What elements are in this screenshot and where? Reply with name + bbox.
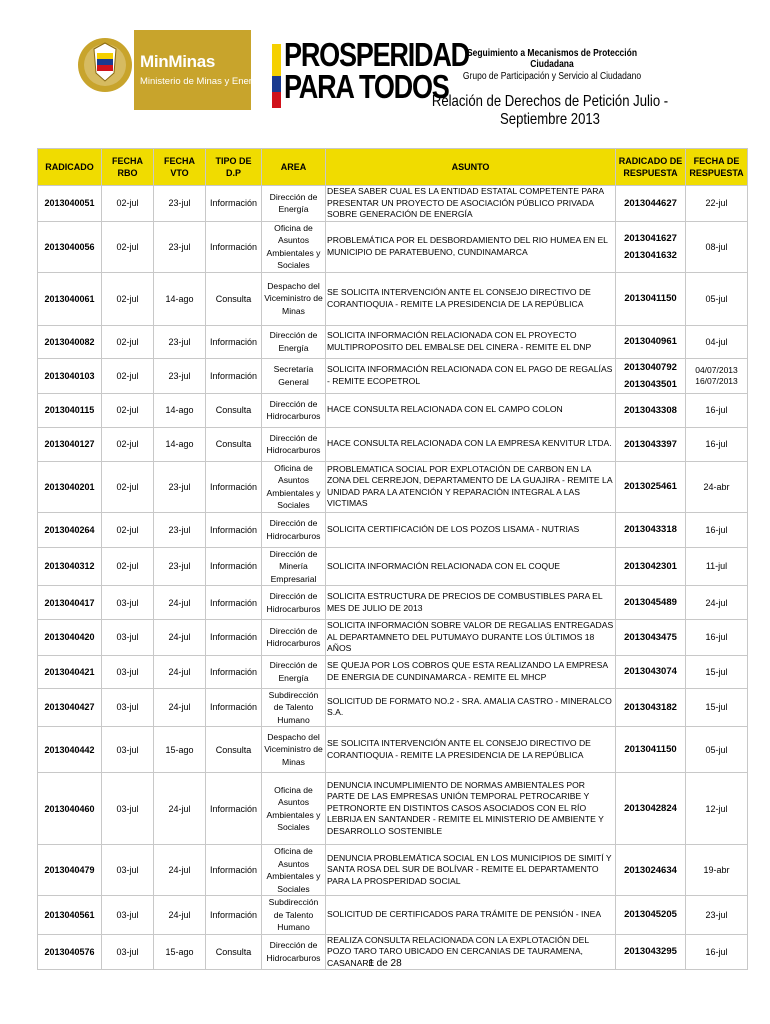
column-header: TIPO DE D.P <box>206 149 262 186</box>
cell-tipo: Información <box>206 512 262 547</box>
cell-tipo: Consulta <box>206 393 262 427</box>
cell-tipo: Información <box>206 655 262 688</box>
cell-area: Despacho del Viceministro de Minas <box>262 272 326 325</box>
cell-asunto: SOLICITA CERTIFICACIÓN DE LOS POZOS LISAMA - NUTRIAS <box>326 512 616 547</box>
table-row <box>38 512 748 547</box>
cell-asunto: SOLICITA INFORMACIÓN RELACIONADA CON EL PROYECTO MULTIPROPOSITO DEL EMBALSE DEL CINERA - REMITE EL DNP <box>326 325 616 358</box>
cell-fecha-respuesta: 22-jul <box>686 186 748 222</box>
cell-fecha-rbo: 03-jul <box>102 727 154 773</box>
cell-radicado-respuesta: 2013045489 <box>616 586 686 620</box>
cell-radicado-respuesta: 2013045205 <box>616 896 686 935</box>
cell-radicado-respuesta: 2013040792 2013043501 <box>616 358 686 393</box>
column-header: ASUNTO <box>326 149 616 186</box>
table-row <box>38 221 748 272</box>
cell-tipo: Información <box>206 586 262 620</box>
cell-fecha-vto: 24-jul <box>154 586 206 620</box>
cell-fecha-rbo: 03-jul <box>102 773 154 845</box>
cell-radicado: 2013040201 <box>38 461 102 512</box>
cell-fecha-rbo: 02-jul <box>102 221 154 272</box>
cell-radicado: 2013040115 <box>38 393 102 427</box>
cell-area: Oficina de Asuntos Ambientales y Sociales <box>262 845 326 896</box>
cell-fecha-rbo: 02-jul <box>102 547 154 586</box>
cell-fecha-respuesta: 15-jul <box>686 688 748 727</box>
cell-tipo: Información <box>206 688 262 727</box>
table-row <box>38 272 748 325</box>
cell-tipo: Consulta <box>206 427 262 461</box>
table-row <box>38 845 748 896</box>
slogan-line1: PROSPERIDAD <box>284 36 469 73</box>
cell-radicado: 2013040312 <box>38 547 102 586</box>
cell-area: Despacho del Viceministro de Minas <box>262 727 326 773</box>
cell-radicado: 2013040420 <box>38 620 102 656</box>
cell-fecha-rbo: 03-jul <box>102 688 154 727</box>
cell-fecha-vto: 23-jul <box>154 325 206 358</box>
cell-area: Dirección de Hidrocarburos <box>262 934 326 970</box>
cell-area: Oficina de Asuntos Ambientales y Sociales <box>262 461 326 512</box>
cell-fecha-vto: 23-jul <box>154 358 206 393</box>
cell-radicado-respuesta: 2013043475 <box>616 620 686 656</box>
cell-fecha-vto: 23-jul <box>154 547 206 586</box>
cell-fecha-respuesta: 15-jul <box>686 655 748 688</box>
cell-radicado-respuesta: 2013042824 <box>616 773 686 845</box>
cell-radicado: 2013040264 <box>38 512 102 547</box>
cell-radicado-respuesta: 2013043295 <box>616 934 686 970</box>
column-header: FECHA VTO <box>154 149 206 186</box>
table-row <box>38 461 748 512</box>
cell-fecha-respuesta: 16-jul <box>686 393 748 427</box>
cell-asunto: SE SOLICITA INTERVENCIÓN ANTE EL CONSEJO DIRECTIVO DE CORANTIOQUIA - REMITE LA PRESIDENCIA DE LA REPÚBLICA <box>326 727 616 773</box>
cell-radicado: 2013040561 <box>38 896 102 935</box>
table-body <box>38 186 748 970</box>
table-row <box>38 427 748 461</box>
cell-fecha-respuesta: 16-jul <box>686 620 748 656</box>
table-row <box>38 688 748 727</box>
cell-asunto: SOLICITUD DE FORMATO NO.2 - SRA. AMALIA CASTRO - MINERALCO S.A. <box>326 688 616 727</box>
cell-radicado: 2013040442 <box>38 727 102 773</box>
cell-tipo: Información <box>206 845 262 896</box>
cell-fecha-rbo: 03-jul <box>102 845 154 896</box>
cell-fecha-vto: 14-ago <box>154 393 206 427</box>
cell-fecha-respuesta: 16-jul <box>686 512 748 547</box>
cell-area: Subdirección de Talento Humano <box>262 688 326 727</box>
cell-fecha-respuesta: 16-jul <box>686 934 748 970</box>
cell-area: Dirección de Energía <box>262 655 326 688</box>
cell-radicado-respuesta: 2013041150 <box>616 727 686 773</box>
column-header: AREA <box>262 149 326 186</box>
cell-asunto: REALIZA CONSULTA RELACIONADA CON LA EXPLOTACIÓN DEL POZO TARO TARO UBICADO EN CERCANIAS DE TAURAMENA, CASANARE <box>326 934 616 970</box>
cell-radicado: 2013040460 <box>38 773 102 845</box>
cell-fecha-rbo: 03-jul <box>102 620 154 656</box>
table-row <box>38 186 748 222</box>
minminas-logo <box>134 30 266 110</box>
cell-fecha-vto: 14-ago <box>154 427 206 461</box>
cell-radicado: 2013040576 <box>38 934 102 970</box>
cell-tipo: Información <box>206 620 262 656</box>
cell-asunto: DENUNCIA INCUMPLIMIENTO DE NORMAS AMBIENTALES POR PARTE DE LAS EMPRESAS UNIÓN TEMPORAL PETROCARIBE Y PETRONORTE EN DISTINTOS CASOS ASOCIADOS CON EL RÍO LEBRIJA EN SANTANDER - REMITE EL MINISTERIO DE AMBIENTE Y DESARROLLO SOSTENIBLE <box>326 773 616 845</box>
cell-asunto: PROBLEMATICA SOCIAL POR EXPLOTACIÓN DE CARBON EN LA ZONA DEL CERREJON, DEPARTAMENTO DE LA GUAJIRA - REMITE LA UNIDAD PARA LA ATENCIÓN Y REPARACIÓN INTEGRAL A LAS VICTIMAS <box>326 461 616 512</box>
cell-fecha-respuesta: 04/07/2013 16/07/2013 <box>686 358 748 393</box>
table-row <box>38 655 748 688</box>
logo-subtitle: Ministerio de Minas y Energía <box>140 76 266 87</box>
cell-fecha-rbo: 02-jul <box>102 427 154 461</box>
table-row <box>38 325 748 358</box>
cell-radicado: 2013040421 <box>38 655 102 688</box>
cell-area: Oficina de Asuntos Ambientales y Sociales <box>262 221 326 272</box>
cell-radicado-respuesta: 2013044627 <box>616 186 686 222</box>
cell-radicado: 2013040417 <box>38 586 102 620</box>
cell-fecha-vto: 24-jul <box>154 655 206 688</box>
cell-fecha-respuesta: 23-jul <box>686 896 748 935</box>
cell-area: Dirección de Hidrocarburos <box>262 586 326 620</box>
cell-fecha-vto: 23-jul <box>154 186 206 222</box>
cell-radicado-respuesta: 2013041627 2013041632 <box>616 221 686 272</box>
column-header: RADICADO DE RESPUESTA <box>616 149 686 186</box>
cell-radicado-respuesta: 2013043318 <box>616 512 686 547</box>
cell-fecha-vto: 23-jul <box>154 512 206 547</box>
cell-area: Dirección de Hidrocarburos <box>262 620 326 656</box>
column-header: FECHA RBO <box>102 149 154 186</box>
cell-fecha-rbo: 02-jul <box>102 461 154 512</box>
cell-tipo: Información <box>206 461 262 512</box>
cell-tipo: Información <box>206 186 262 222</box>
column-header: FECHA DE RESPUESTA <box>686 149 748 186</box>
cell-radicado-respuesta: 2013043308 <box>616 393 686 427</box>
cell-area: Dirección de Hidrocarburos <box>262 393 326 427</box>
cell-area: Dirección de Energía <box>262 325 326 358</box>
cell-fecha-respuesta: 24-abr <box>686 461 748 512</box>
table-row <box>38 393 748 427</box>
cell-fecha-rbo: 02-jul <box>102 186 154 222</box>
cell-area: Dirección de Hidrocarburos <box>262 512 326 547</box>
cell-radicado-respuesta: 2013040961 <box>616 325 686 358</box>
cell-fecha-respuesta: 19-abr <box>686 845 748 896</box>
cell-fecha-respuesta: 08-jul <box>686 221 748 272</box>
cell-tipo: Información <box>206 773 262 845</box>
cell-fecha-respuesta: 04-jul <box>686 325 748 358</box>
table-row <box>38 896 748 935</box>
cell-radicado: 2013040479 <box>38 845 102 896</box>
cell-asunto: HACE CONSULTA RELACIONADA CON LA EMPRESA KENVITUR LTDA. <box>326 427 616 461</box>
cell-tipo: Información <box>206 221 262 272</box>
cell-asunto: HACE CONSULTA RELACIONADA CON EL CAMPO COLON <box>326 393 616 427</box>
cell-tipo: Consulta <box>206 727 262 773</box>
cell-radicado: 2013040056 <box>38 221 102 272</box>
cell-fecha-rbo: 03-jul <box>102 586 154 620</box>
cell-area: Secretaría General <box>262 358 326 393</box>
cell-radicado: 2013040103 <box>38 358 102 393</box>
cell-asunto: PROBLEMÁTICA POR EL DESBORDAMIENTO DEL RIO HUMEA EN EL MUNICIPIO DE PARATEBUENO, CUNDINAMARCA <box>326 221 616 272</box>
cell-asunto: SOLICITA INFORMACIÓN RELACIONADA CON EL PAGO DE REGALÍAS - REMITE ECOPETROL <box>326 358 616 393</box>
cell-asunto: SE SOLICITA INTERVENCIÓN ANTE EL CONSEJO DIRECTIVO DE CORANTIOQUIA - REMITE LA PRESIDENCIA DE LA REPÚBLICA <box>326 272 616 325</box>
cell-fecha-vto: 24-jul <box>154 620 206 656</box>
cell-tipo: Información <box>206 547 262 586</box>
cell-radicado-respuesta: 2013041150 <box>616 272 686 325</box>
cell-fecha-vto: 24-jul <box>154 688 206 727</box>
cell-fecha-rbo: 02-jul <box>102 512 154 547</box>
cell-radicado-respuesta: 2013025461 <box>616 461 686 512</box>
cell-fecha-vto: 15-ago <box>154 727 206 773</box>
table-row <box>38 358 748 393</box>
cell-asunto: SE QUEJA POR LOS COBROS QUE ESTA REALIZANDO LA EMPRESA DE ENERGIA DE CUNDINAMARCA - REMITE EL MHCP <box>326 655 616 688</box>
table-row <box>38 547 748 586</box>
cell-asunto: SOLICITA INFORMACIÓN RELACIONADA CON EL COQUE <box>326 547 616 586</box>
logo-name: MinMinas <box>140 52 216 71</box>
column-header: RADICADO <box>38 149 102 186</box>
cell-fecha-vto: 24-jul <box>154 896 206 935</box>
cell-fecha-respuesta: 16-jul <box>686 427 748 461</box>
slogan-line2: PARA TODOS <box>284 68 449 105</box>
cell-fecha-vto: 15-ago <box>154 934 206 970</box>
cell-tipo: Información <box>206 896 262 935</box>
cell-fecha-vto: 23-jul <box>154 221 206 272</box>
cell-radicado: 2013040061 <box>38 272 102 325</box>
cell-tipo: Información <box>206 325 262 358</box>
cell-fecha-vto: 14-ago <box>154 272 206 325</box>
cell-tipo: Información <box>206 358 262 393</box>
cell-fecha-rbo: 02-jul <box>102 272 154 325</box>
cell-fecha-respuesta: 05-jul <box>686 272 748 325</box>
cell-fecha-rbo: 03-jul <box>102 934 154 970</box>
cell-fecha-rbo: 03-jul <box>102 896 154 935</box>
cell-fecha-respuesta: 11-jul <box>686 547 748 586</box>
cell-fecha-respuesta: 05-jul <box>686 727 748 773</box>
heading-seguimiento: Seguimiento a Mecanismos de Protección Ciudadana <box>466 48 638 70</box>
table-row <box>38 727 748 773</box>
cell-fecha-rbo: 02-jul <box>102 393 154 427</box>
coat-of-arms-icon <box>76 27 134 103</box>
cell-fecha-vto: 24-jul <box>154 845 206 896</box>
cell-area: Oficina de Asuntos Ambientales y Sociales <box>262 773 326 845</box>
cell-fecha-respuesta: 24-jul <box>686 586 748 620</box>
cell-tipo: Consulta <box>206 934 262 970</box>
cell-radicado-respuesta: 2013043397 <box>616 427 686 461</box>
cell-radicado: 2013040127 <box>38 427 102 461</box>
cell-asunto: DENUNCIA PROBLEMÁTICA SOCIAL EN LOS MUNICIPIOS DE SIMITÍ Y SANTA ROSA DEL SUR DE BOLÍVAR - REMITE EL DEPARTAMENTO PARA LA PROSPERIDAD SOCIAL <box>326 845 616 896</box>
cell-area: Dirección de Minería Empresarial <box>262 547 326 586</box>
cell-radicado: 2013040051 <box>38 186 102 222</box>
cell-asunto: SOLICITA INFORMACIÓN SOBRE VALOR DE REGALIAS ENTREGADAS AL DEPARTAMNETO DEL PUTUMAYO DURANTE LOS ÚLTIMOS 18 AÑOS <box>326 620 616 656</box>
cell-radicado-respuesta: 2013043182 <box>616 688 686 727</box>
cell-fecha-rbo: 02-jul <box>102 325 154 358</box>
table-row <box>38 586 748 620</box>
cell-radicado-respuesta: 2013024634 <box>616 845 686 896</box>
report-title: Relación de Derechos de Petición Julio - Septiembre 2013 <box>431 93 669 128</box>
table-header-row <box>38 149 748 186</box>
cell-area: Dirección de Hidrocarburos <box>262 427 326 461</box>
page-number: 1 de 28 <box>368 958 402 969</box>
cell-radicado-respuesta: 2013042301 <box>616 547 686 586</box>
cell-asunto: SOLICITUD DE CERTIFICADOS PARA TRÁMITE DE PENSIÓN - INEA <box>326 896 616 935</box>
cell-fecha-vto: 24-jul <box>154 773 206 845</box>
table-row <box>38 620 748 656</box>
cell-area: Dirección de Energía <box>262 186 326 222</box>
cell-asunto: DESEA SABER CUAL ES LA ENTIDAD ESTATAL COMPETENTE PARA PRESENTAR UN PROYECTO DE ASOCIACIÓN PÚBLICO PRIVADA SOBRE GENERACIÓN DE ENERGÍA <box>326 186 616 222</box>
cell-area: Subdirección de Talento Humano <box>262 896 326 935</box>
heading-grupo: Grupo de Participación y Servicio al Ciudadano <box>462 71 642 82</box>
derechos-peticion-table <box>37 148 748 970</box>
cell-radicado: 2013040427 <box>38 688 102 727</box>
cell-radicado: 2013040082 <box>38 325 102 358</box>
cell-tipo: Consulta <box>206 272 262 325</box>
cell-radicado-respuesta: 2013043074 <box>616 655 686 688</box>
cell-fecha-vto: 23-jul <box>154 461 206 512</box>
cell-asunto: SOLICITA ESTRUCTURA DE PRECIOS DE COMBUSTIBLES PARA EL MES DE JULIO DE 2013 <box>326 586 616 620</box>
flag-bar-icon <box>272 44 281 108</box>
cell-fecha-rbo: 03-jul <box>102 655 154 688</box>
cell-fecha-rbo: 02-jul <box>102 358 154 393</box>
table-row <box>38 773 748 845</box>
cell-fecha-respuesta: 12-jul <box>686 773 748 845</box>
